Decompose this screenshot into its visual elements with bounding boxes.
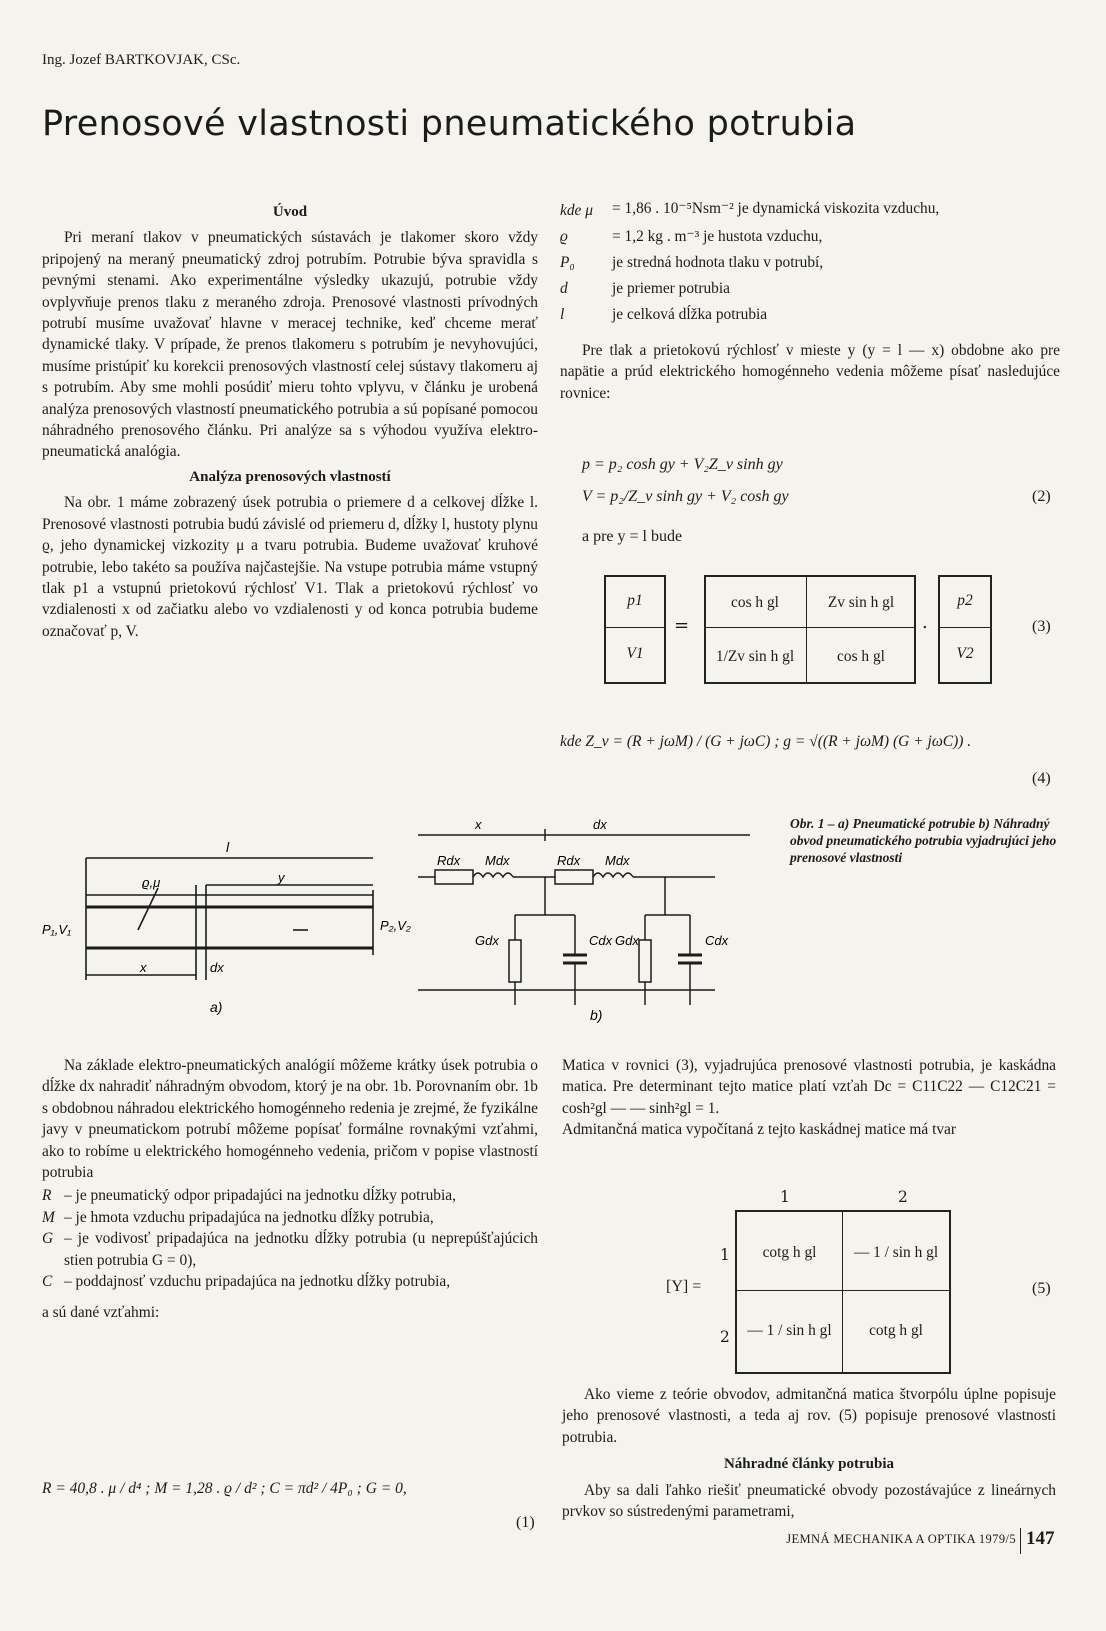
label-a: a) (210, 999, 223, 1015)
label-dx: dx (210, 960, 224, 975)
right-column-top (560, 198, 1060, 404)
right-column-end (562, 1384, 1056, 1522)
vector-right-top: p2 (957, 592, 973, 609)
bottom-right-para2: Admitančná matica vypočítaná z tejto kaskádnej matice má tvar (562, 1121, 957, 1139)
label-x: x (140, 960, 147, 975)
journal-footer: JEMNÁ MECHANIKA A OPTIKA 1979/5 (786, 1532, 1016, 1546)
label-b-x: x (475, 817, 482, 832)
equation-1-number: (1) (516, 1514, 535, 1531)
definitions-table (560, 198, 945, 328)
analysis-paragraph: Na obr. 1 máme zobrazený úsek potrubia o priemere d a celkovej dĺžke l. Prenosové vlastnosti potrubia budú závislé od priemeru d, dĺžky l, hustoty plynu ϱ, jeho dynamickej vizkozity μ a tvaru potrubia. Budeme uvažovať kruhové potrubie, lebo takéto sa používa najčastejšie. Na vstupe potrubia máme vstupný tlak p1 a vstupnú prietokovú rýchlosť V1. Tlak a prietokovú rýchlosť vo vzdialenosti x od začiatku alebo vo vzdialenosti y od konca potrubia budeme označovať p, V. (42, 494, 538, 640)
label-rho-mu: ϱ,μ (142, 875, 161, 890)
equation-3-number: (3) (1032, 618, 1051, 635)
def-row: l je celková dĺžka potrubia (560, 306, 768, 323)
left-column-top (42, 200, 538, 642)
equation-2-number: (2) (1032, 488, 1051, 505)
matrix-col-header-1: 1 (780, 1188, 790, 1206)
label-p1v1: P₁,V₁ (42, 922, 72, 937)
matrix-m22: cos h gl (837, 648, 885, 665)
figure-1b-circuit (415, 815, 785, 1030)
equation-2b: V = p₂/Z_v sinh gy + V₂ cosh gy (582, 488, 789, 505)
vector-right-bottom: V2 (956, 645, 974, 662)
y12: — 1 / sin h gl (853, 1244, 939, 1261)
given-text: a sú dané vzťahmi: (42, 1304, 160, 1322)
bottom-right-para4: Aby sa dali ľahko riešiť pneumatické obvody pozostávajúce z lineárnych prvkov so sústredenými parametrami, (562, 1481, 1056, 1521)
y-matrix-col-divider (842, 1210, 843, 1374)
def-row: ϱ = 1,2 kg . m⁻³ je hustota vzduchu, (560, 228, 823, 245)
label-p2v2: P₂,V₂ (380, 918, 411, 933)
left-column-bottom (42, 1055, 538, 1324)
bottom-left-paragraph: Na základe elektro-pneumatických analógií môžeme krátky úsek potrubia o dĺžke dx nahradiť náhradným obvodom, ktorý je na obr. 1b. Porovnaním obr. 1b s obdobnou náhradou elektrického homogénneho redenia je zrejmé, že fyzikálne javy v pneumatickom potrubí môžeme popísať formálne rovnakými vzťahmi, ako to robíme u elektrického homogénneho vedenia, pričom v popise vlastností potrubia (42, 1057, 538, 1182)
def-row: d je priemer potrubia (560, 280, 730, 297)
heading-analysis: Analýza prenosových vlastností (189, 468, 391, 485)
admittance-matrix (735, 1210, 951, 1374)
right-column-bottom (562, 1055, 1056, 1141)
matrix-m11: cos h gl (731, 594, 779, 611)
list-item: R – je pneumatický odpor pripadajúci na jednotku dĺžky potrubia, (42, 1187, 456, 1205)
y-matrix-row-divider (735, 1290, 951, 1291)
equation-1: R = 40,8 . μ / d⁴ ; M = 1,28 . ϱ / d² ; C = πd² / 4P₀ ; G = 0, (42, 1480, 407, 1497)
equation-4-number: (4) (1032, 770, 1051, 787)
footer-divider (1020, 1528, 1021, 1554)
equals-sign: = (674, 615, 690, 636)
vector-left-bottom: V1 (626, 645, 644, 662)
matrix-m12: Zv sin h gl (827, 594, 895, 611)
figure-caption: Obr. 1 – a) Pneumatické potrubie b) Náhradný obvod pneumatického potrubia vyjadrujúci jeho prenosové vlastnosti (790, 816, 1057, 865)
dot-operator: . (922, 612, 928, 633)
cascade-matrix (704, 575, 916, 684)
bottom-right-para3: Ako vieme z teórie obvodov, admitančná matica štvorpólu úplne popisuje jeho prenosové vlastnosti, a teda aj rov. (5) popisuje prenosové vlastnosti potrubia. (562, 1386, 1056, 1446)
list-item: G – je vodivosť pripadajúca na jednotku dĺžky potrubia (u neprepúšťajúcich stien potrubia G = 0), (42, 1230, 538, 1269)
vector-left-top: p1 (627, 592, 643, 609)
label-cdx2: Cdx (705, 933, 729, 948)
def-row: kde μ = 1,86 . 10⁻⁵Nsm⁻² je dynamická viskozita vzduchu, (560, 200, 940, 219)
apre-text: a pre y = l bude (582, 528, 683, 545)
page-number: 147 (1026, 1528, 1055, 1549)
heading-intro: Úvod (272, 204, 308, 220)
equation-2a: p = p₂ cosh gy + V₂Z_v sinh gy (582, 456, 783, 473)
y-matrix-label: [Y] = (666, 1278, 702, 1295)
right-para1: Pre tlak a prietokovú rýchlosť v mieste y (y = l — x) obdobne ako pre napätie a prúd elektrického homogénneho vedenia môžeme písať nasledujúce rovnice: (560, 342, 1060, 402)
y22: cotg h gl (869, 1322, 923, 1339)
matrix-row-header-1: 1 (720, 1246, 730, 1264)
y11: cotg h gl (762, 1244, 817, 1261)
article-title: Prenosové vlastnosti pneumatického potrubia (42, 104, 857, 144)
matrix-col-header-2: 2 (898, 1188, 908, 1206)
label-y: y (278, 870, 285, 885)
list-item: M – je hmota vzduchu pripadajúca na jednotku dĺžky potrubia, (42, 1208, 434, 1226)
y21: — 1 / sin h gl (747, 1322, 832, 1339)
vector-right-divider (938, 627, 992, 628)
def-row: P₀ je stredná hodnota tlaku v potrubí, (560, 254, 824, 271)
matrix-m21: 1/Zv sin h gl (715, 648, 795, 665)
label-mdx2: Mdx (605, 853, 630, 868)
label-gdx2: Gdx (615, 933, 639, 948)
label-b-dx: dx (593, 817, 607, 832)
heading-replacement-elements: Náhradné články potrubia (723, 1456, 895, 1473)
intro-paragraph: Pri meraní tlakov v pneumatických sústavách je tlakomer skoro vždy pripojený na meraný pneumatický zdroj potrubím. Potrubie býva spravidla s pevnými stenami. Ako experimentálne výsledky ukazujú, potrubie vždy ovplyvňuje prenos tlaku z meraného zdroja. Prenosové vlastnosti prívodných potrubí musíme uvažovať hlavne v meracej technike, keď chceme merať dynamické tlaky. V prípade, že prenos tlakomeru s potrubím je nevyhovujúci, musíme pristúpiť ku korekcii prenosových vlastností celej sústavy tlakomeru aj s potrubím. Aby sme mohli posúdiť mieru tohto vplyvu, v článku je urobená analýza prenosových vlastností pneumatického potrubia a sú popísané pomocou náhradného prenosového článku. Pri analýze sa s výhodou využíva elektro-pneumatická analógia. (42, 229, 538, 461)
matrix-col-divider (806, 575, 807, 684)
figure-1a-pipe (38, 830, 418, 1020)
label-rdx2: Rdx (557, 853, 581, 868)
equation-4: kde Z_v = (R + jωM) / (G + jωC) ; g = √((R + jωM) (G + jωC)) . (560, 733, 972, 750)
label-gdx1: Gdx (475, 933, 499, 948)
matrix-row-divider (704, 627, 916, 628)
vector-left-divider (604, 627, 666, 628)
label-cdx1: Cdx (589, 933, 613, 948)
label-l: l (226, 839, 230, 855)
label-rdx1: Rdx (437, 853, 461, 868)
bottom-right-para1: Matica v rovnici (3), vyjadrujúca prenosové vlastnosti potrubia, je kaskádna matica. Pre determinant tejto matice platí vzťah Dc = C11C22 — C12C21 = cosh²gl — — sinh²gl = 1. (562, 1057, 1056, 1117)
equation-5-number: (5) (1032, 1280, 1051, 1297)
label-mdx1: Mdx (485, 853, 510, 868)
author-line: Ing. Jozef BARTKOVJAK, CSc. (42, 52, 241, 68)
label-b: b) (590, 1007, 603, 1023)
matrix-row-header-2: 2 (720, 1328, 730, 1346)
list-item: C – poddajnosť vzduchu pripadajúca na jednotku dĺžky potrubia, (42, 1273, 451, 1291)
